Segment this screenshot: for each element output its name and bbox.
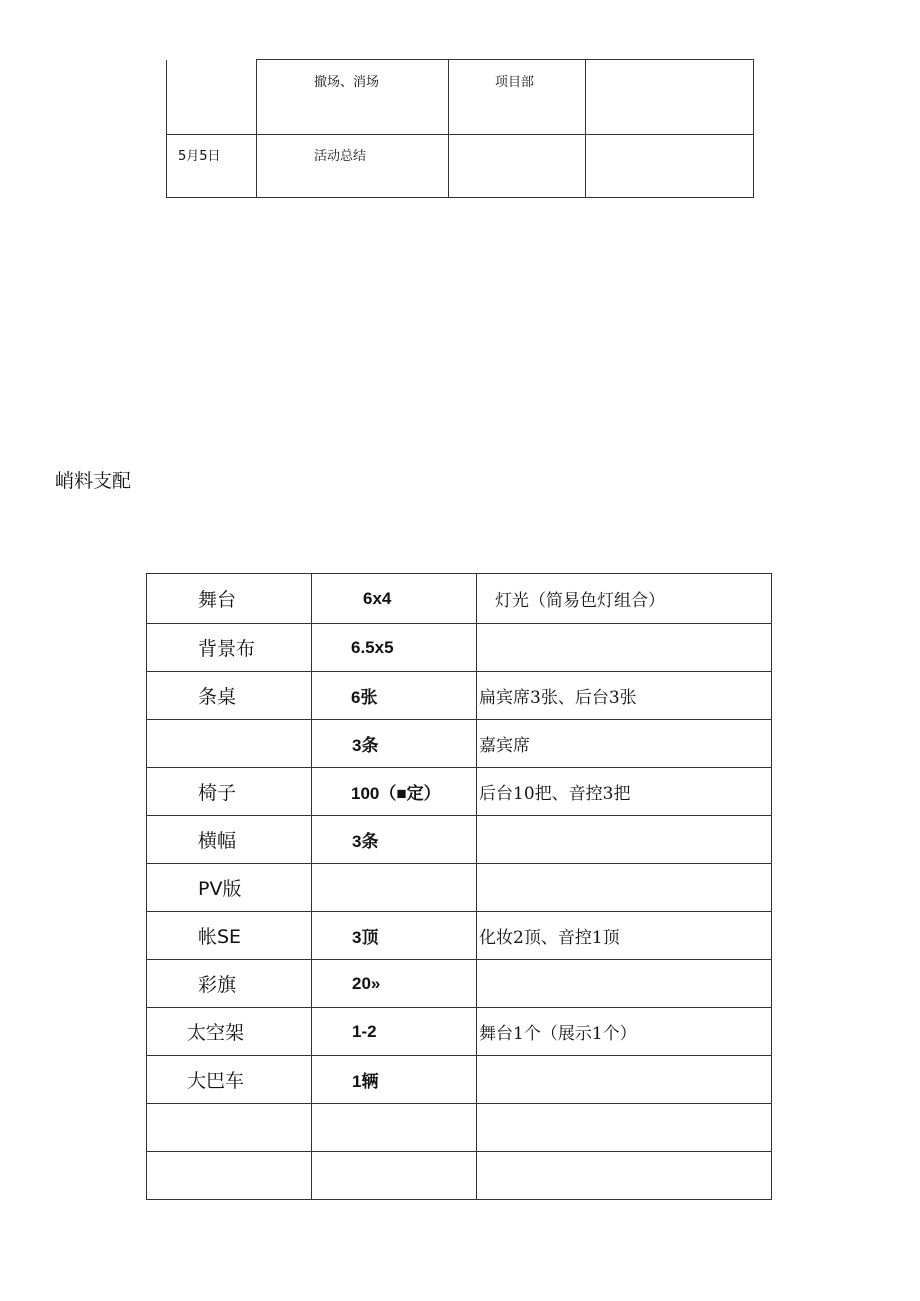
table-row bbox=[147, 1104, 772, 1152]
table-row bbox=[147, 912, 772, 960]
note-cell bbox=[477, 816, 772, 864]
section-title: 峭料支配 bbox=[55, 470, 132, 492]
item-cell: 活动总结 bbox=[257, 135, 449, 198]
qty-cell: 3顶 bbox=[312, 912, 477, 960]
table-row bbox=[147, 1056, 772, 1104]
table-row bbox=[147, 960, 772, 1008]
qty-cell: 6.5x5 bbox=[312, 624, 477, 672]
table-row bbox=[147, 1008, 772, 1056]
note-cell bbox=[477, 864, 772, 912]
name-cell: 帐SE bbox=[147, 912, 312, 960]
note-cell: 灯光（简易色灯组合） bbox=[477, 574, 772, 624]
note-cell: 嘉宾席 bbox=[477, 720, 772, 768]
name-cell: 太空架 bbox=[147, 1008, 312, 1056]
name-cell: 大巴车 bbox=[147, 1056, 312, 1104]
name-cell: 舞台 bbox=[147, 574, 312, 624]
materials-table bbox=[146, 573, 772, 1200]
name-cell bbox=[147, 1152, 312, 1200]
qty-cell: 6张 bbox=[312, 672, 477, 720]
name-cell: 背景布 bbox=[147, 624, 312, 672]
table-row bbox=[147, 1152, 772, 1200]
table-row bbox=[147, 816, 772, 864]
qty-cell: 3条 bbox=[312, 816, 477, 864]
note-cell bbox=[477, 1056, 772, 1104]
qty-cell bbox=[312, 864, 477, 912]
qty-cell: 1辆 bbox=[312, 1056, 477, 1104]
dept-cell bbox=[449, 135, 586, 198]
qty-cell: 3条 bbox=[312, 720, 477, 768]
note-cell bbox=[477, 960, 772, 1008]
schedule-table bbox=[166, 59, 754, 198]
table-row bbox=[147, 672, 772, 720]
table-row bbox=[147, 624, 772, 672]
qty-cell: 6x4 bbox=[312, 574, 477, 624]
qty-cell bbox=[312, 1152, 477, 1200]
table-row bbox=[167, 60, 754, 135]
table-row bbox=[167, 135, 754, 198]
name-cell: 横幅 bbox=[147, 816, 312, 864]
note-cell bbox=[586, 135, 754, 198]
table-row bbox=[147, 720, 772, 768]
name-cell: 彩旗 bbox=[147, 960, 312, 1008]
note-cell: 后台10把、音控3把 bbox=[477, 768, 772, 816]
name-cell bbox=[147, 1104, 312, 1152]
table-row bbox=[147, 574, 772, 624]
table-row bbox=[147, 864, 772, 912]
qty-cell: 20» bbox=[312, 960, 477, 1008]
note-cell bbox=[586, 60, 754, 135]
dept-cell: 项目部 bbox=[449, 60, 586, 135]
note-cell bbox=[477, 1104, 772, 1152]
qty-cell: 100（■定） bbox=[312, 768, 477, 816]
name-cell: 椅子 bbox=[147, 768, 312, 816]
item-cell: 撤场、消场 bbox=[257, 60, 449, 135]
date-cell bbox=[167, 60, 257, 135]
table-row bbox=[147, 768, 772, 816]
qty-cell: 1-2 bbox=[312, 1008, 477, 1056]
note-cell bbox=[477, 624, 772, 672]
date-cell: 5月5日 bbox=[167, 135, 257, 198]
note-cell: 化妆2顶、音控1顶 bbox=[477, 912, 772, 960]
name-cell: 条桌 bbox=[147, 672, 312, 720]
note-cell bbox=[477, 1152, 772, 1200]
qty-cell bbox=[312, 1104, 477, 1152]
note-cell: 舞台1个（展示1个） bbox=[477, 1008, 772, 1056]
note-cell: 扁宾席3张、后台3张 bbox=[477, 672, 772, 720]
name-cell: PV版 bbox=[147, 864, 312, 912]
name-cell bbox=[147, 720, 312, 768]
